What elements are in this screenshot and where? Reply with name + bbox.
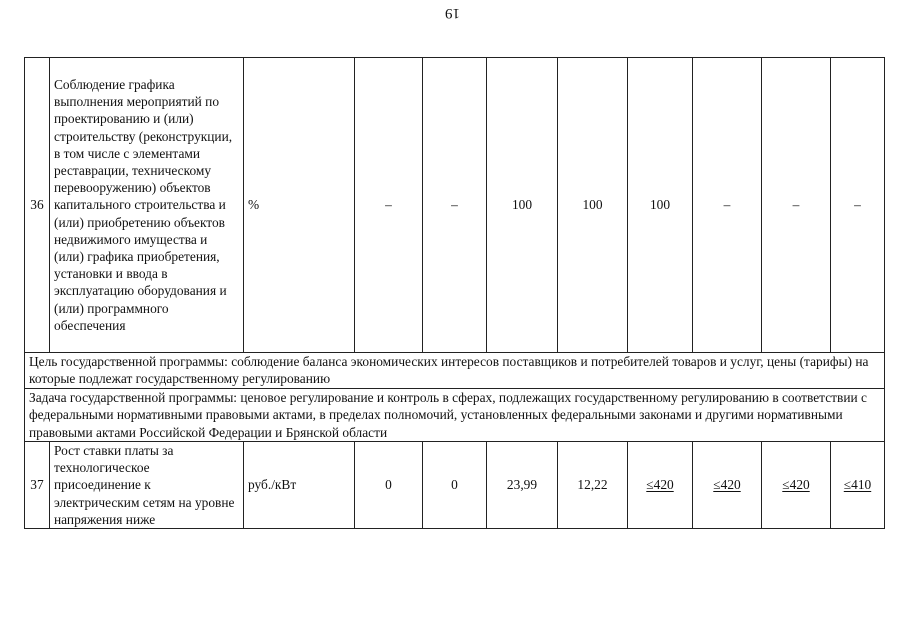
indicators-table xyxy=(24,57,885,529)
value-cell: 0 xyxy=(423,442,487,529)
goal-text: Цель государственной программы: соблюдение баланса экономических интересов поставщиков и потребителей товаров и услуг, цены (тарифы) на которые подлежат государственному регулированию xyxy=(25,353,885,389)
value-cell: 100 xyxy=(558,58,628,353)
value-cell: ≤420 xyxy=(628,442,693,529)
indicator-name: Соблюдение графика выполнения мероприятий по проектированию и (или) строительству (реконструкции, в том числе с элементами реставрации, техническому перевооружению) объектов капитального строительства и (или) приобретению объектов недвижимого имущества и (или) графика приобретения, установки и ввода в эксплуатацию оборудования и (или) программного обеспечения xyxy=(50,58,244,353)
unit-cell: % xyxy=(244,58,355,353)
row-number: 37 xyxy=(25,442,50,529)
row-number: 36 xyxy=(25,58,50,353)
value-cell: 100 xyxy=(487,58,558,353)
task-row xyxy=(25,388,885,441)
value-cell: 23,99 xyxy=(487,442,558,529)
page-number: 19 xyxy=(445,5,460,21)
unit-cell: руб./кВт xyxy=(244,442,355,529)
value-cell: ≤420 xyxy=(693,442,762,529)
value-cell: 12,22 xyxy=(558,442,628,529)
value-cell: – xyxy=(831,58,885,353)
value-cell: – xyxy=(762,58,831,353)
task-text: Задача государственной программы: ценовое регулирование и контроль в сферах, подлежащих государственному регулированию в соответствии с федеральными нормативными правовыми актами, в пределах полномочий, установленных федеральными законами и другими нормативными правовыми актами Российской Федерации и Брянской области xyxy=(25,388,885,441)
value-cell: – xyxy=(423,58,487,353)
value-cell: 0 xyxy=(355,442,423,529)
indicator-name: Рост ставки платы за технологическое присоединение к электрическим сетям на уровне напряжения ниже xyxy=(50,442,244,529)
value-cell: ≤410 xyxy=(831,442,885,529)
value-cell: ≤420 xyxy=(762,442,831,529)
table-row xyxy=(25,58,885,353)
value-cell: – xyxy=(693,58,762,353)
value-cell: 100 xyxy=(628,58,693,353)
goal-row xyxy=(25,353,885,389)
table-row xyxy=(25,442,885,529)
value-cell: – xyxy=(355,58,423,353)
